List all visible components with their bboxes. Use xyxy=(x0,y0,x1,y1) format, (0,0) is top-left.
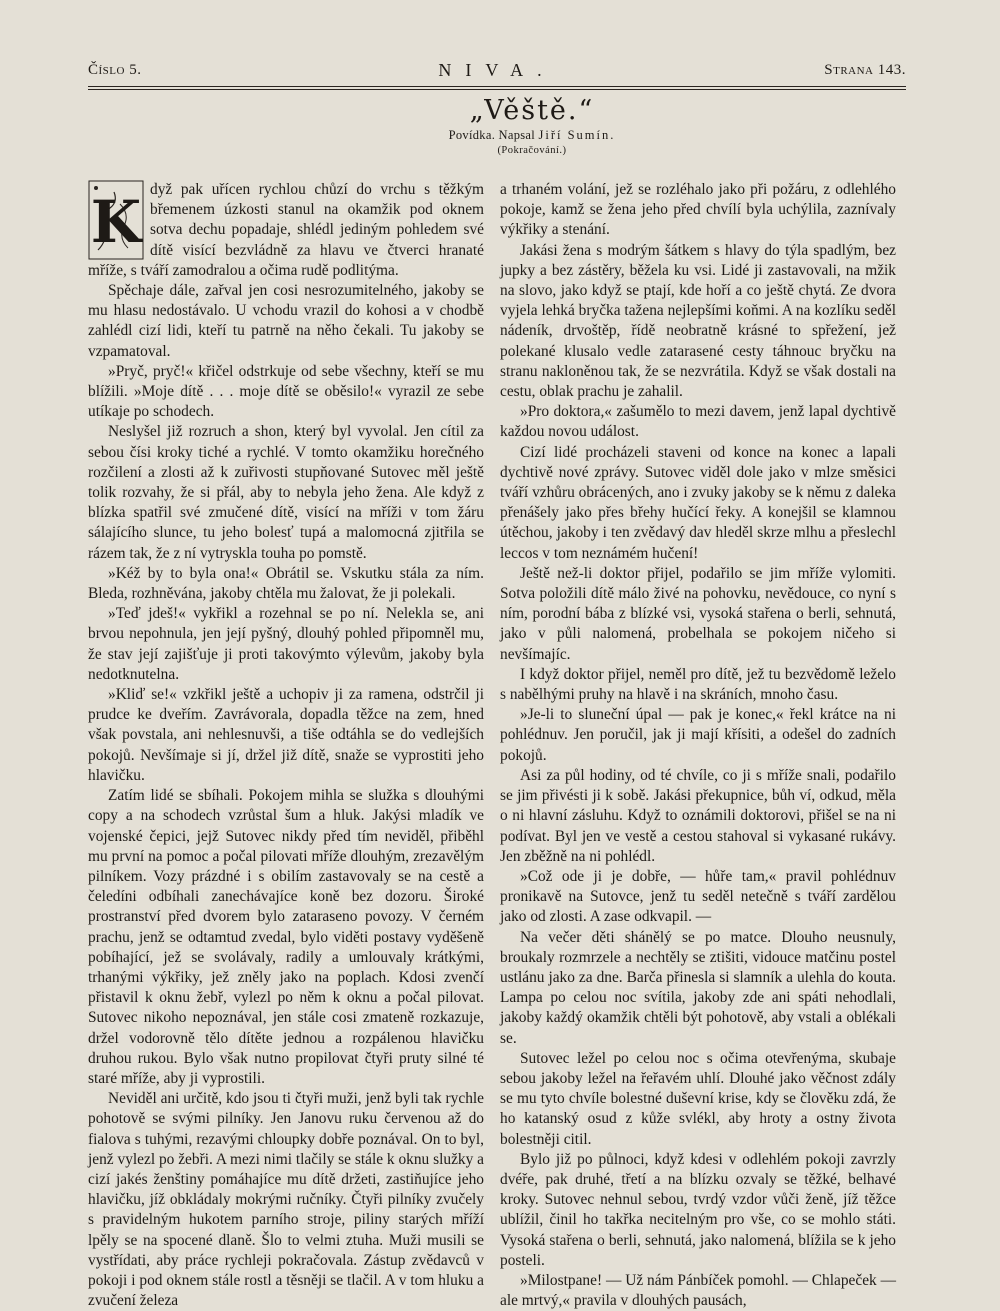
paragraph: dyž pak uřícen rychlou chůzí do vrchu s těžkým břemenem úzkosti stanul na okamžik pod oknem sotva dechu popadaje, shlédl jediným pohledem své dítě visící bezvládně za hlavu ve čtverci hranaté mříže, s tváří zamodralou a očima rudě podlitýma. xyxy=(88,181,484,279)
page-header xyxy=(88,62,906,84)
issue-number: Číslo 5. xyxy=(88,62,142,78)
paragraph: Na večer děti shánělý se po matce. Dlouho neusnuly, broukaly rozmrzele a nechtěly se ztišiti, vidouce matčinu postel ustlánu jako za dne. Barča přinesla si slamník a ulehla do kouta. Lampa po celou noc svítila, jakoby zde ani spáti nehodlali, jakoby každý okamžik chtěli být pohotově, aby vstali a oblékali se. xyxy=(500,928,896,1047)
paragraph: Spěchaje dále, zařval jen cosi nesrozumitelného, jakoby se mu hlasu nedostávalo. U vchodu vrazil do kohosi a v chodbě zahlédl cizí lidi, kteří tu patrně na něho čekali. Tu jakoby se vzpamatoval. xyxy=(88,282,484,360)
page-number: Strana 143. xyxy=(824,62,906,78)
paragraph: »Milostpane! — Už nám Pánbíček pomohl. — Chlapeček — ale mrtvý,« pravila v dlouhých pausách, xyxy=(500,1271,896,1310)
paragraph: Bylo již po půlnoci, když kdesi v odlehlém pokoji zavrzly dvéře, pak druhé, třetí a na blízku ozvaly se těžké, belhavé kroky. Sutovec nehnul sebou, tvrdý vzdor vůči ženě, jíž těžce ublížil, činil ho takřka necitelným pro vše, co se mohlo státi. Vysoká stařena o berli, sehnutá, jako nalomená, blížila se k jeho posteli. xyxy=(500,1150,896,1269)
byline-author: Jiří Sumín. xyxy=(538,128,616,142)
decorative-initial-k xyxy=(88,180,144,260)
paragraph: Neslyšel již rozruch a shon, který byl vyvolal. Jen cítil za sebou čísi kroky tiché a rychlé. V tomto okamžiku horečného rozčilení a zlosti až k zuřivosti stupňované Sutovec měl ještě tolik rozvahy, že si přál, aby to nebyla jeho žena. Ale když z blízka spatřil své zmučené dítě, visící na mříži v tom žáru sálajícího slunce, tu jeho bolesť tupá a malomocná zjitřila se rázem tak, že z ní vytryskla touha po pomstě. xyxy=(88,423,484,562)
paragraph: Neviděl ani určitě, kdo jsou ti čtyři muži, jenž byli tak rychle pohotově se svými pilníky. Jen Janovu ruku červenou až do fialova s tuhými, rezavými chloupky dobře poznával. On to byl, jenž vylezl po žebři. A mezi nimi tlačily se stále k oknu služky a cizí jakés ženštiny pomáhajíce mu dítě držeti, zastiňujíce jeho hlavičku, jíž obkládaly mokrými ručníky. Čtyři pilníky zvučely s pravidelným hukotem parního stroje, piliny starých mříží lpěly se na spocené dlaně. Šlo to velmi ztuha. Muži musili se vystřídati, aby práce rychleji pokračovala. Zástup zvědavců v pokoji i pod oknem stále rostl a těsněji se tlačil. A v tom hluku a zvučení železa xyxy=(88,1090,484,1310)
initial-letter: K xyxy=(90,188,142,256)
paragraph: Zatím lidé se sbíhali. Pokojem mihla se služka s dlouhými copy a na schodech vzrůstal šum a hluk. Jakýsi mladík ve vojenské čepici, jejž Sutovec nikdy před tím neviděl, přiběhl mu první na pomoc a počal pilovati mříže dlouhým, zrezavělým pilníkem. Vozy prázdné i s obilím zastavovaly se na cestě a čeledíni odbíhali zanechávajíce koně bez dozoru. Široké prostranství před dvorem bylo zataraseno povozy. V černém prachu, jenž se odtamtud zvedal, bylo viděti postavy vyděšeně pobíhající, jež se svolávaly, radily a umlouvaly krátkými, trhanými výkřiky, jež zněly jako na poplach. Kdosi zvenčí přistavil k oknu žebř, vylezl po něm k oknu a počal pilovat. Sutovec nikoho nepoznával, jen stále cosi zmateně rozkazuje, držel vodorovně tělo dítěte jednou a rozpálenou hlavičku druhou rukou. Bylo však nutno propilovat čtyři pruty silné té staré mříže, aby ji vyprostili. xyxy=(88,787,484,1087)
text-column-left xyxy=(88,180,484,1311)
header-rule-top xyxy=(88,86,906,87)
paragraph: »Což ode ji je dobře, — hůře tam,« pravil pohlédnuv pronikavě na Sutovce, jenž tu seděl netečně s tváří zardělou jako od zlosti. A zase odkvapil. — xyxy=(500,867,896,926)
paragraph: Ještě než-li doktor přijel, podařilo se jim mříže vylomiti. Sotva položili dítě málo živé na pohovku, nevědouce, co nyní s ním, porodní bába z blízké vsi, vysoká stařena o berli, sehnutá, jako v půli nalomená, probelhala se pokojem ničeho si nevšímajíc. xyxy=(500,564,896,663)
article-byline xyxy=(158,127,906,143)
paragraph: Asi za půl hodiny, od té chvíle, co ji s mříže snali, podařilo se jim přivésti ji k sobě. Jakási překupnice, bůh ví, odkud, měla o ni hlavní zásluhu. Když to oznámili doktorovi, přišel se na ni podívat. Byl jen ve vestě a cestou stahoval si vykasané rukávy. Jen zběžně na ni pohlédl. xyxy=(500,766,896,865)
article-title: „Věště.“ xyxy=(469,95,595,126)
paragraph: Jakási žena s modrým šátkem s hlavy do týla spadlým, bez jupky a bez zástěry, běžela ku vsi. Lidé ji zastavovali, na mžik na slovo, jako když se ptají, kde hoří a co ještě chytá. Ze dvora vyjela lehká bryčka tažena nejlepšími koňmi. A na kozlíku seděl nádeník, drvoštěp, řídě neobratně krásné to spřežení, jež polekané klusalo vedle zatarasené cesty táhnouc bryčku na stranu nakloněnou tak, že se nezvrátila. Když se však dostali na cestu, oblak prachu je zahalil. xyxy=(500,241,896,401)
magazine-title: NIVA. xyxy=(438,60,556,80)
paragraph: a trhaném volání, jež se rozléhalo jako při požáru, z odlehlého pokoje, kamž se žena jeho před chvílí byla uchýlila, zaznívaly výkřiky a stenání. xyxy=(500,181,896,239)
paragraph: »Pro doktora,« zašumělo to mezi davem, jenž lapal dychtivě každou novou událost. xyxy=(500,403,896,441)
paragraph: »Teď jdeš!« vykřikl a rozehnal se po ní. Nelekla se, ani brvou nepohnula, jen její pyšný, dlouhý pohled připomněl mu, že stav její zajišťuje ji proti takovýmto výlevům, jakoby byla nedotknutelna. xyxy=(88,605,484,683)
paragraph: »Kliď se!« vzkřikl ještě a uchopiv ji za ramena, odstrčil ji prudce ke dveřím. Zavrávorala, dopadla těžce na zem, hned však povstala, ani nehlesnuvši, a tiše odtáhla se do vedlejších pokojů. Nevšímaje si jí, držel již dítě, snaže se vyprostiti jeho hlavičku. xyxy=(88,686,484,784)
text-column-right xyxy=(500,180,896,1311)
byline-prefix: Povídka. Napsal xyxy=(448,128,536,142)
paragraph: »Pryč, pryč!« křičel odstrkuje od sebe všechny, kteří se mu blížili. »Moje dítě . . . moje dítě se oběsilo!« vyrazil ze sebe utíkaje po schodech. xyxy=(88,362,484,421)
paragraph: »Kéž by to byla ona!« Obrátil se. Vskutku stála za ním. Bleda, rozhněvána, jakoby chtěla mu žalovat, že ji polekali. xyxy=(88,564,484,603)
paragraph: I když doktor přijel, neměl pro dítě, jež tu bezvědomě leželo s nabělhými pruhy na hlavě i na skráních, mnoho času. xyxy=(500,665,896,704)
continuation-note: (Pokračování.) xyxy=(497,145,567,156)
paragraph: Cizí lidé procházeli staveni od konce na konec a lapali dychtivě nové zprávy. Sutovec viděl dole jako v mlze směsici tváří vzhůru obrácených, ano i zvuky jakoby se k němu z daleka přenášely jako přes břehy hučící řeky. A konejšil se klamnou útěchou, jakoby i ten zvědavý dav hleděl skrze mlhu a přeslechl leccos v tom neznámém hučení! xyxy=(500,443,896,562)
paragraph: Sutovec ležel po celou noc s očima otevřenýma, skubaje sebou jakoby ležel na řeřavém uhlí. Dlouhé jako věčnost zdály se mu tyto chvíle bolestné duševní krise, kdy se člověku zdá, že ho katanský osud z kůže svlékl, aby hroty a ostny života bolestněji citil. xyxy=(500,1049,896,1148)
paragraph: »Je-li to sluneční úpal — pak je konec,« řekl krátce na ni pohlédnuv. Jen poručil, jak ji mají křísiti, a odešel do zadních pokojů. xyxy=(500,706,896,764)
header-rule-bottom xyxy=(88,89,906,90)
article-heading xyxy=(88,95,906,159)
